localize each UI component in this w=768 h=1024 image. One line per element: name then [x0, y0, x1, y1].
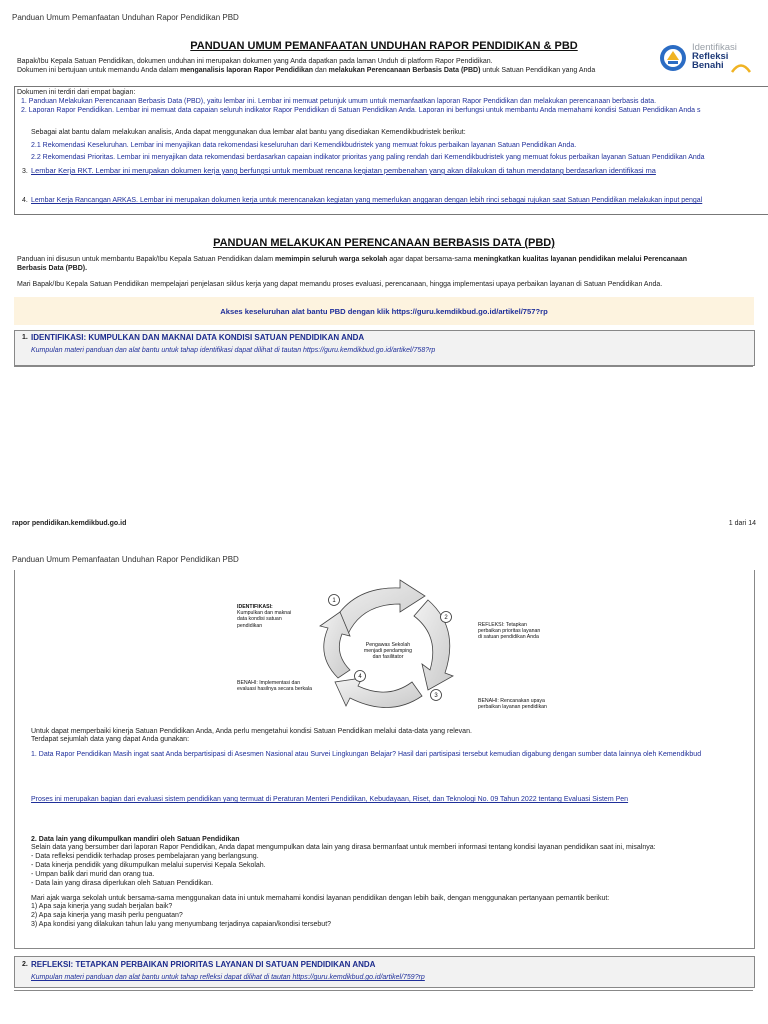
step-3-number: 3	[434, 693, 438, 700]
diagram-identifikasi-label: IDENTIFIKASI: Kumpulkan dan maknai data kondisi satuan pendidikan	[237, 604, 292, 629]
arrow-bottom	[335, 678, 422, 708]
main-title: PANDUAN UMUM PEMANFAATAN UNDUHAN RAPOR PENDIDIKAN & PBD	[190, 40, 578, 52]
section-2-title: REFLEKSI: TETAPKAN PERBAIKAN PRIORITAS LAYANAN DI SATUAN PENDIDIKAN ANDA	[31, 960, 376, 969]
intro-line-1: Bapak/Ibu Kepala Satuan Pendidikan, dokumen unduhan ini merupakan dokumen yang Anda dapatkan pada laman Unduh di platform Rapor Pendidikan.	[17, 58, 493, 65]
tools-intro: Sebagai alat bantu dalam melakukan analisis, Anda dapat menggunakan dua lembar alat bantu yang disediakan Kemendikbudristek berikut:	[31, 129, 466, 136]
step-4-number: 4	[358, 674, 362, 681]
logo-refleksi: Refleksi	[692, 51, 729, 62]
contents-item-1[interactable]: 1. Panduan Melakukan Perencanaan Berbasis Data (PBD), yaitu lembar ini. Lembar ini memuat petunjuk umum untuk memanfaatkan laporan Rapor Pendidikan dan melakukan perencanaan berbasis data.	[21, 98, 657, 105]
intro-line-2: Dokumen ini bertujuan untuk memandu Anda dalam menganalisis laporan Rapor Pendidikan dan melakukan Perencanaan Berbasis Data (PBD) untuk Satuan Pendidikan yang Anda	[17, 67, 596, 74]
page-2-header: Panduan Umum Pemanfaatan Unduhan Rapor Pendidikan PBD	[12, 555, 239, 564]
contents-item-3-link[interactable]: Lembar Kerja RKT. Lembar ini merupakan dokumen kerja yang berfungsi untuk membuat rencana kegiatan pembenahan yang akan dilakukan di tahun mendatang berdasarkan identifikasi ma	[31, 166, 656, 175]
prompt-questions-intro: Mari ajak warga sekolah untuk bersama-sama menggunakan data ini untuk memahami kondisi layanan pendidikan dengan lebih baik, dengan menggunakan pertanyaan pemantik berikut:	[31, 895, 610, 902]
diagram-center-label: Pengawas Sekolah menjadi pendamping dan fasilitator	[363, 642, 413, 661]
list-item: 3) Apa kondisi yang dilakukan tahun lalu yang menyumbang terjadinya capaian/kondisi tersebut?	[31, 921, 332, 928]
contents-item-2-2[interactable]: 2.2 Rekomendasi Prioritas. Lembar ini menyajikan data rekomendasi berdasarkan capaian indikator prioritas yang paling rendah dari Kemendikbudristek yang memuat fokus perbaikan layanan Satuan Pendidikan Anda	[31, 154, 705, 161]
footer-page-number: 1 dari 14	[728, 520, 756, 527]
access-banner-text[interactable]: Akses keseluruhan alat bantu PBD dengan klik https://guru.kemdikbud.go.id/artikel/757?rp	[220, 307, 548, 316]
list-item: - Data lain yang dirasa diperlukan oleh Satuan Pendidikan.	[31, 880, 214, 887]
item-3-number: 3.	[22, 168, 28, 175]
regulation-link[interactable]: Proses ini merupakan bagian dari evaluasi sistem pendidikan yang termuat di Peraturan Menteri Pendidikan, Kebudayaan, Riset, dan Teknologi No. 09 Tahun 2022 tentang Evaluasi Sistem Pen	[31, 796, 629, 803]
list-item: 2) Apa saja kinerja yang masih perlu penguatan?	[31, 912, 183, 919]
contents-item-4-link[interactable]: Lembar Kerja Rancangan ARKAS. Lembar ini merupakan dokumen kerja untuk merencanakan kegiatan yang memerlukan anggaran dengan lebih rinci sebagai rujukan saat Satuan Pendidikan melakukan input pengal	[31, 197, 703, 204]
step-1-number: 1	[332, 598, 336, 605]
irb-logo	[658, 43, 754, 75]
pbd-paragraph-2: Mari Bapak/Ibu Kepala Satuan Pendidikan mempelajari penjelasan siklus kerja yang dapat memandu proses evaluasi, perencanaan, hingga implementasi upaya perbaikan layanan di Satuan Pendidikan Anda.	[17, 281, 663, 288]
section-2-divider	[14, 990, 753, 991]
logo-identifikasi: Identifikasi	[692, 42, 737, 53]
tut-wuri-emblem-icon	[658, 43, 688, 73]
footer-site: rapor pendidikan.kemdikbud.go.id	[12, 520, 127, 527]
list-item: - Umpan balik dari murid dan orang tua.	[31, 871, 155, 878]
pbd-paragraph-1: Panduan ini disusun untuk membantu Bapak/Ibu Kepala Satuan Pendidikan dalam memimpin seluruh warga sekolah agar dapat bersama-sama meningkatkan kualitas layanan pendidikan melalui Perencanaan Berbasis Data (PBD).	[17, 256, 688, 272]
logo-benahi: Benahi	[692, 60, 724, 71]
section-1-link[interactable]: Kumpulan materi panduan dan alat bantu untuk tahap identifikasi dapat dilihat di tautan https://guru.kemdikbud.go.id/artikel/758?rp	[31, 347, 436, 354]
step-2-number: 2	[444, 615, 448, 622]
section-2-link[interactable]: Kumpulan materi panduan dan alat bantu untuk tahap refleksi dapat dilihat di tautan https://guru.kemdikbud.go.id/artikel/759?rp	[31, 974, 425, 981]
section-2-number: 2.	[22, 961, 28, 968]
data-item-2-title: 2. Data lain yang dikumpulkan mandiri oleh Satuan Pendidikan	[31, 836, 240, 843]
data-intro-line-1: Untuk dapat memperbaiki kinerja Satuan Pendidikan Anda, Anda perlu mengetahui kondisi Satuan Pendidikan melalui data-data yang relevan.	[31, 728, 472, 735]
item-4-number: 4.	[22, 197, 28, 204]
logo-arc-icon	[730, 61, 752, 73]
data-intro-line-2: Terdapat sejumlah data yang dapat Anda gunakan:	[31, 736, 190, 743]
list-item: 1) Apa saja kinerja yang sudah berjalan baik?	[31, 903, 173, 910]
data-bullets	[31, 852, 266, 888]
diagram-benahi-4-label: BENAHI: Implementasi dan evaluasi hasilnya secara berkala	[237, 680, 312, 693]
list-item: - Data refleksi pendidik terhadap proses pembelajaran yang berlangsung.	[31, 853, 259, 860]
data-item-2-paragraph: Selain data yang bersumber dari laporan Rapor Pendidikan, Anda dapat mengumpulkan data lain yang dirasa bermanfaat untuk memberi informasi tentang kondisi layanan pendidikan saat ini, misalnya:	[31, 844, 656, 851]
diagram-refleksi-label: REFLEKSI: Tetapkan perbaikan prioritas layanan di satuan pendidikan Anda	[478, 622, 541, 641]
page-header: Panduan Umum Pemanfaatan Unduhan Rapor Pendidikan PBD	[12, 13, 239, 22]
list-item: - Data kinerja pendidik yang dikumpulkan melalui supervisi Kepala Sekolah.	[31, 862, 266, 869]
contents-item-2-1[interactable]: 2.1 Rekomendasi Keseluruhan. Lembar ini menyajikan data rekomendasi keseluruhan dari Kemendikbudristek yang memuat fokus perbaikan layanan Satuan Pendidikan Anda.	[31, 142, 577, 149]
data-item-1-rapor[interactable]: 1. Data Rapor Pendidikan Masih ingat saat Anda berpartisipasi di Asesmen Nasional atau Survei Lingkungan Belajar? Hasil dari partisipasi tersebut kemudian digabung dengan sumber data lainnya oleh Kemendikbud	[31, 751, 702, 758]
contents-intro: Dokumen ini terdiri dari empat bagian:	[17, 89, 136, 96]
section-1-number: 1.	[22, 334, 28, 341]
contents-item-2[interactable]: 2. Laporan Rapor Pendidikan. Lembar ini memuat data capaian seluruh indikator Rapor Pendidikan di Satuan Pendidikan Anda. Laporan ini berfungsi untuk membantu Anda memahami kondisi Satuan Pendidikan Anda s	[21, 107, 701, 114]
section-1-divider	[14, 366, 753, 367]
diagram-benahi-3-label: BENAHI: Rencanakan upaya perbaikan layanan pendidikan	[478, 698, 547, 711]
pbd-title: PANDUAN MELAKUKAN PERENCANAAN BERBASIS DATA (PBD)	[213, 237, 555, 249]
prompt-questions	[31, 902, 331, 929]
section-1-title: IDENTIFIKASI: KUMPULKAN DAN MAKNAI DATA KONDISI SATUAN PENDIDIKAN ANDA	[31, 333, 365, 342]
